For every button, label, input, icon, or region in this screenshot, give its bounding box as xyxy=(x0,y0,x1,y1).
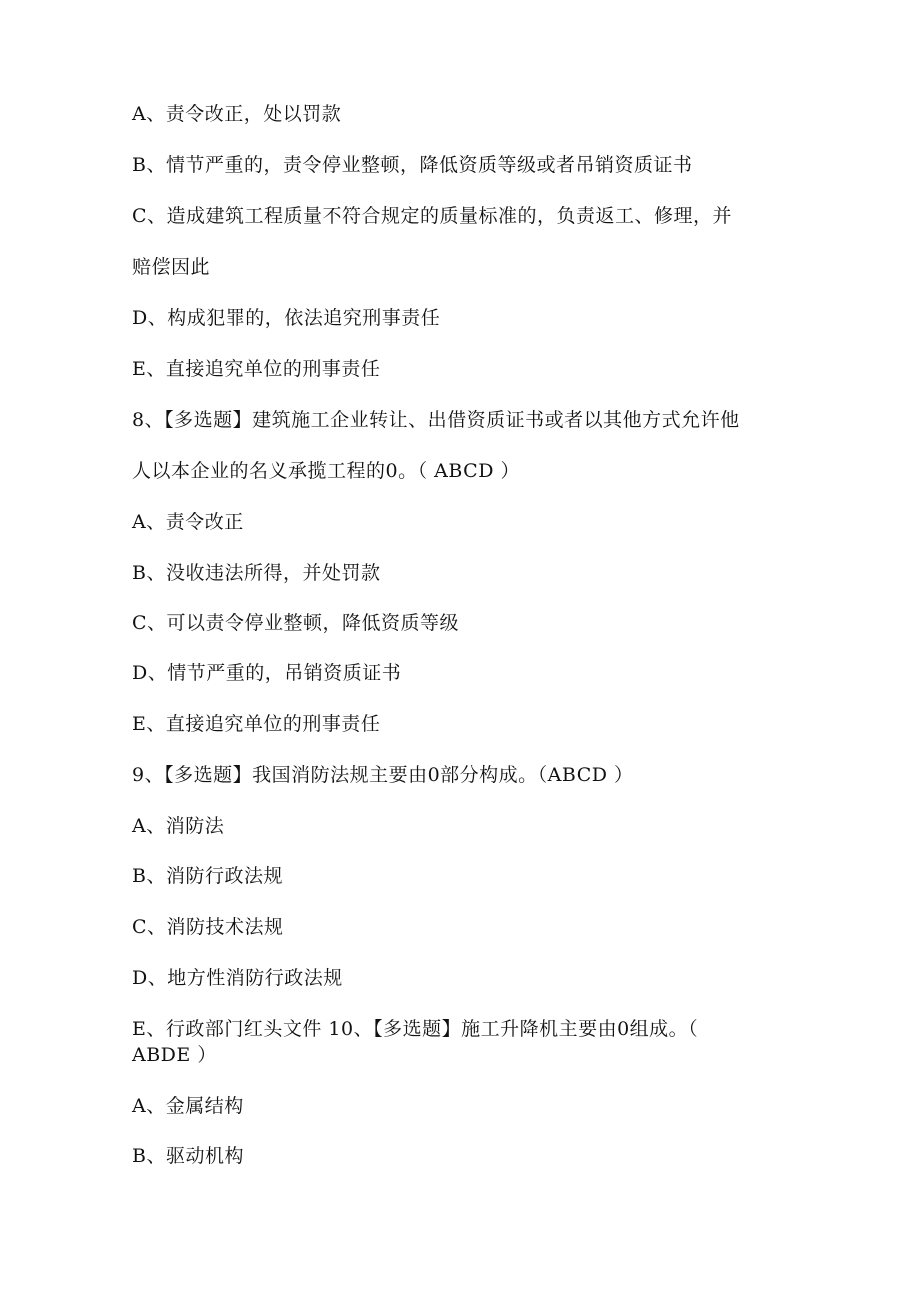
option-b-q10: B、驱动机构 xyxy=(132,1145,244,1167)
option-e-q9-and-question-10: E、行政部门红头文件 10、【多选题】施工升降机主要由0组成。（ xyxy=(132,1018,699,1040)
option-b-q8: B、没收违法所得，并处罚款 xyxy=(132,562,381,584)
option-a-q8: A、责令改正 xyxy=(132,511,244,533)
option-a-q10: A、金属结构 xyxy=(132,1095,244,1117)
question-8: 8、【多选题】建筑施工企业转让、出借资质证书或者以其他方式允许他 xyxy=(132,409,740,431)
option-d-q9: D、地方性消防行政法规 xyxy=(132,967,343,989)
option-a-q7: A、责令改正，处以罚款 xyxy=(132,103,342,125)
option-d-q7: D、构成犯罪的，依法追究刑事责任 xyxy=(132,307,441,329)
option-d-q8: D、情节严重的，吊销资质证书 xyxy=(132,662,402,684)
option-e-q7: E、直接追究单位的刑事责任 xyxy=(132,358,381,380)
option-e-q8: E、直接追究单位的刑事责任 xyxy=(132,713,381,735)
option-b-q7: B、情节严重的，责令停业整顿，降低资质等级或者吊销资质证书 xyxy=(132,154,693,176)
option-c-q9: C、消防技术法规 xyxy=(132,916,284,938)
option-c-q7-continued: 赔偿因此 xyxy=(132,256,211,278)
question-9: 9、【多选题】我国消防法规主要由0部分构成。（ABCD ） xyxy=(132,764,634,786)
option-c-q8: C、可以责令停业整顿，降低资质等级 xyxy=(132,612,460,634)
question-8-continued: 人以本企业的名义承揽工程的0。（ ABCD ） xyxy=(132,460,520,482)
option-b-q9: B、消防行政法规 xyxy=(132,865,283,887)
option-c-q7: C、造成建筑工程质量不符合规定的质量标准的，负责返工、修理，并 xyxy=(132,205,733,227)
option-a-q9: A、消防法 xyxy=(132,815,225,837)
question-10-answer: ABDE ） xyxy=(132,1044,217,1066)
